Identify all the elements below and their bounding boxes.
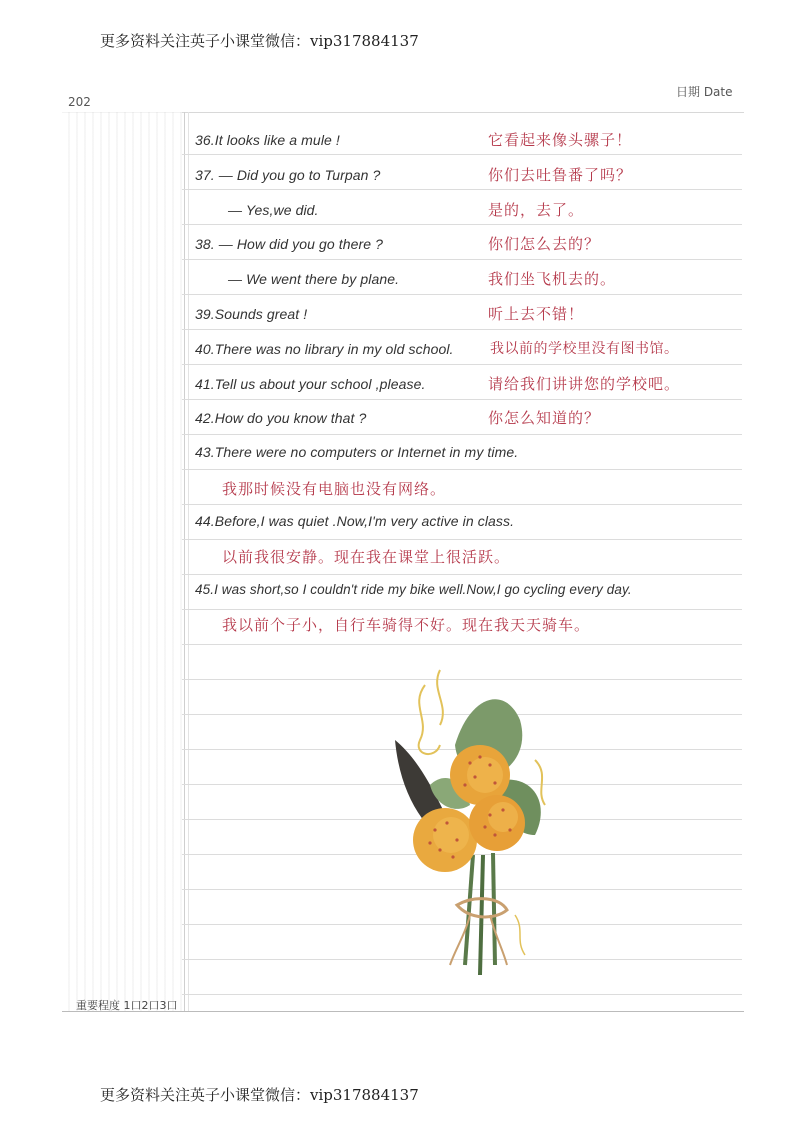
sentence-39-en: 39.Sounds great ! bbox=[195, 306, 308, 322]
sentence-41-en: 41.Tell us about your school ,please. bbox=[195, 376, 426, 392]
ruled-line bbox=[182, 154, 742, 155]
ruled-line bbox=[182, 189, 742, 190]
ruled-line bbox=[182, 399, 742, 400]
ruled-line bbox=[182, 259, 742, 260]
margin-strip bbox=[62, 112, 182, 1012]
sentence-38-cn: 你们怎么去的？ bbox=[488, 235, 601, 253]
sentence-37-reply-cn: 是的，去了。 bbox=[488, 201, 585, 219]
date-label: 日期 Date bbox=[676, 85, 733, 99]
sentence-45-cn: 我以前个子小，自行车骑得不好。现在我天天骑车。 bbox=[222, 616, 591, 634]
sentence-43-en: 43.There were no computers or Internet in my time. bbox=[195, 444, 519, 460]
margin-line bbox=[184, 112, 185, 1012]
bouquet-illustration bbox=[385, 665, 565, 995]
ruled-line bbox=[182, 434, 742, 435]
sentence-38-reply-cn: 我们坐飞机去的。 bbox=[488, 270, 617, 288]
watermark-bottom: 更多资料关注英子小课堂微信：vip317884137 bbox=[100, 1086, 419, 1104]
sentence-44-cn: 以前我很安静。现在我在课堂上很活跃。 bbox=[222, 548, 511, 566]
ruled-line bbox=[182, 504, 742, 505]
ruled-line bbox=[182, 539, 742, 540]
ruled-line bbox=[182, 329, 742, 330]
sentence-45-en: 45.I was short,so I couldn't ride my bike well.Now,I go cycling every day. bbox=[195, 582, 632, 597]
sentence-36-cn: 它看起来像头骡子！ bbox=[488, 131, 633, 149]
sentence-42-cn: 你怎么知道的？ bbox=[488, 409, 601, 427]
importance-rating: 重要程度 1口2口3口 bbox=[76, 999, 178, 1012]
sentence-37-en: 37. — Did you go to Turpan ? bbox=[195, 167, 381, 183]
sentence-42-en: 42.How do you know that ? bbox=[195, 410, 367, 426]
sentence-38-en: 38. — How did you go there ? bbox=[195, 236, 384, 252]
page-number: 202 bbox=[68, 95, 91, 109]
sentence-44-en: 44.Before,I was quiet .Now,I'm very active in class. bbox=[195, 513, 515, 529]
sentence-43-cn: 我那时候没有电脑也没有网络。 bbox=[222, 480, 447, 498]
sentence-37-reply-en: — Yes,we did. bbox=[228, 202, 319, 218]
sentence-41-cn: 请给我们讲讲您的学校吧。 bbox=[488, 375, 681, 393]
sentence-36-en: 36.It looks like a mule ! bbox=[195, 132, 340, 148]
sentence-38-reply-en: — We went there by plane. bbox=[228, 271, 400, 287]
ruled-line bbox=[182, 644, 742, 645]
sentence-40-en: 40.There was no library in my old school. bbox=[195, 341, 454, 357]
ruled-line bbox=[182, 364, 742, 365]
ruled-line bbox=[182, 294, 742, 295]
sentence-39-cn: 听上去不错！ bbox=[488, 305, 585, 323]
ruled-line bbox=[182, 469, 742, 470]
ruled-line bbox=[182, 224, 742, 225]
watermark-top: 更多资料关注英子小课堂微信：vip317884137 bbox=[100, 32, 419, 50]
sentence-40-cn: 我以前的学校里没有图书馆。 bbox=[490, 341, 679, 357]
ruled-line bbox=[182, 609, 742, 610]
margin-line-secondary bbox=[188, 112, 189, 1012]
sentence-37-cn: 你们去吐鲁番了吗？ bbox=[488, 166, 633, 184]
ruled-line bbox=[182, 574, 742, 575]
